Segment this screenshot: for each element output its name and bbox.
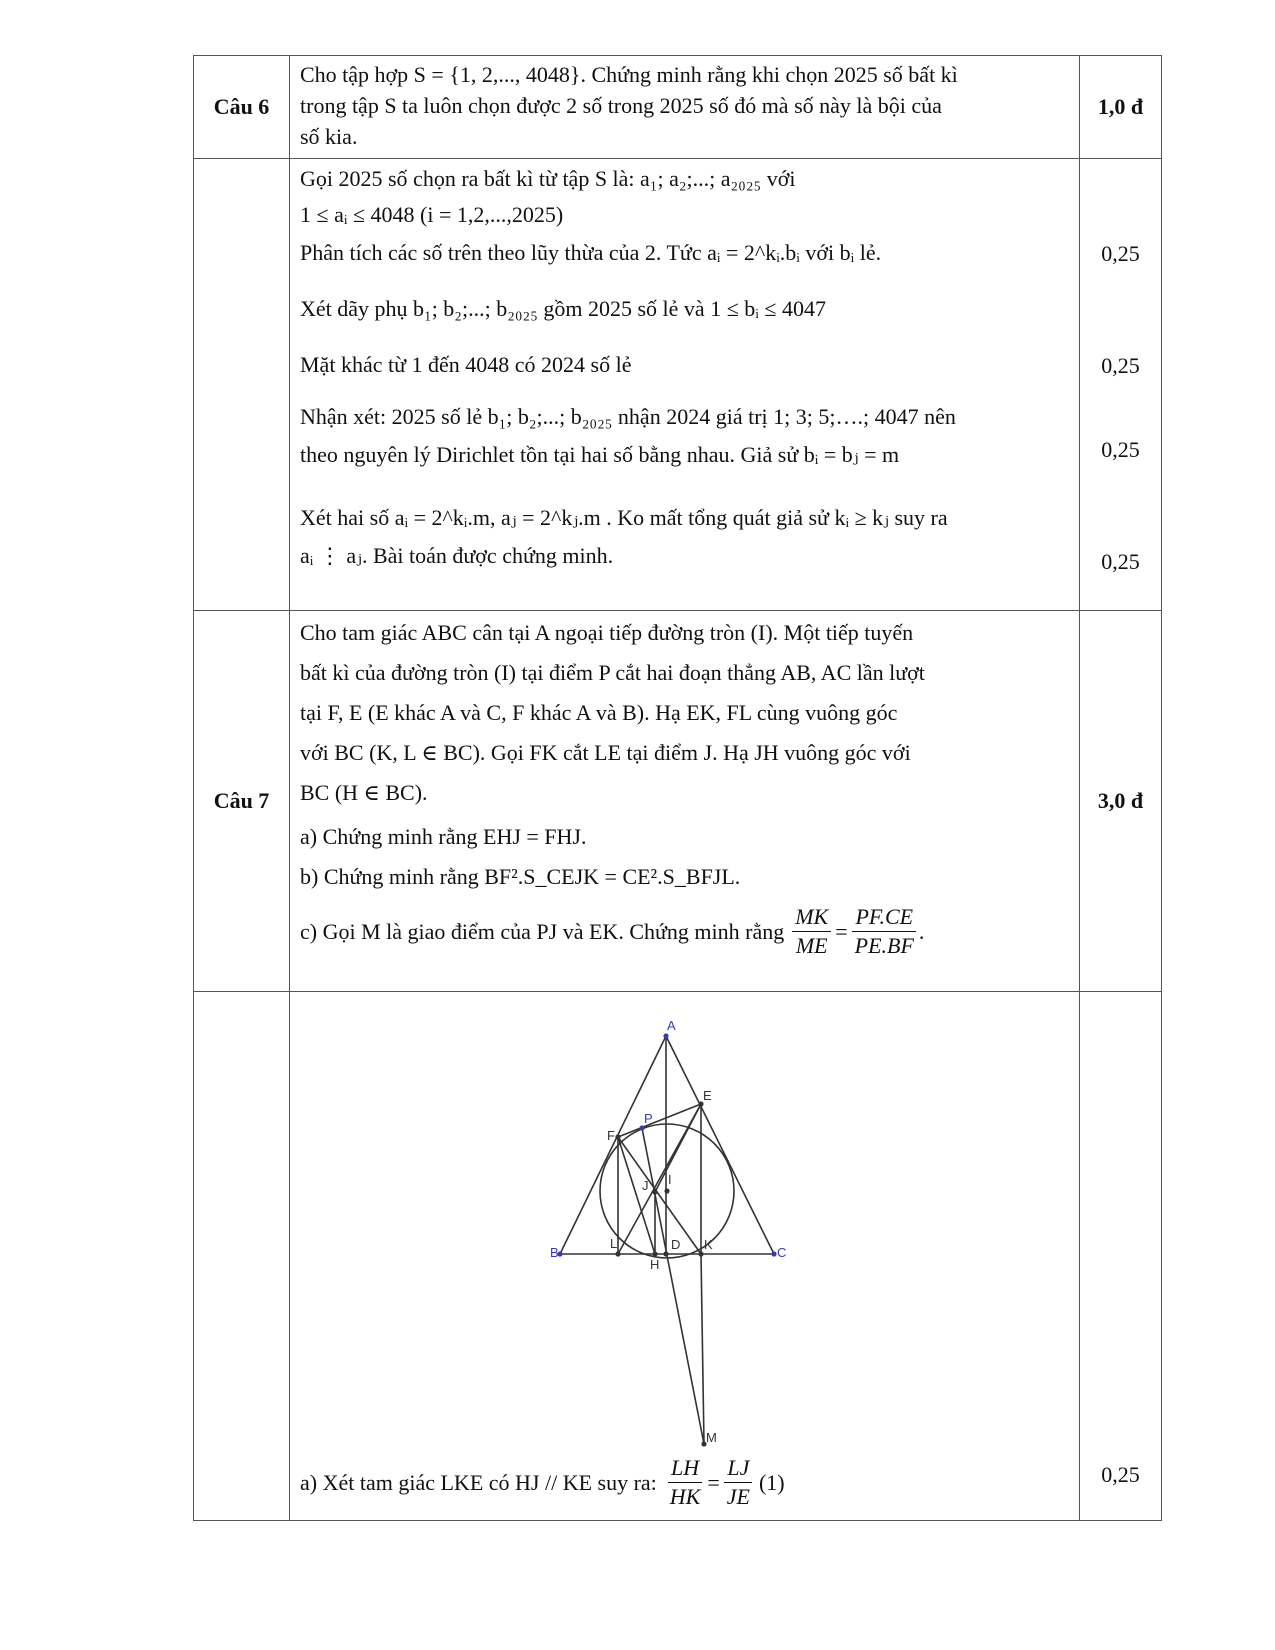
label-f: F xyxy=(607,1128,615,1143)
label-a: A xyxy=(667,1018,676,1033)
denominator: JE xyxy=(726,1484,750,1509)
q6-statement-line: số kia. xyxy=(300,124,358,149)
q7-statement-row xyxy=(194,611,1162,992)
label-k: K xyxy=(704,1237,713,1252)
point-l xyxy=(615,1251,620,1256)
point-j xyxy=(652,1189,657,1194)
label-c: C xyxy=(777,1245,787,1260)
score: 0,25 xyxy=(1101,353,1140,378)
point-f xyxy=(615,1134,620,1139)
fraction-pf-pe xyxy=(852,903,917,960)
point-c xyxy=(771,1251,776,1256)
q7-solution-a xyxy=(300,1454,785,1511)
label-b: B xyxy=(550,1245,559,1260)
score: 0,25 xyxy=(1101,549,1140,574)
score: 0,25 xyxy=(1101,437,1140,462)
score: 0,25 xyxy=(1101,241,1140,266)
geometry-figure xyxy=(290,992,1040,1462)
q7-points: 3,0 đ xyxy=(1080,611,1162,992)
q7-solution-a-text: a) Xét tam giác LKE có HJ // KE suy ra: xyxy=(300,1469,657,1495)
q6-points: 1,0 đ xyxy=(1080,56,1162,159)
q7-statement-line: bất kì của đường tròn (I) tại điểm P cắt hai đoạn thẳng AB, AC lần lượt xyxy=(300,660,925,685)
label-h: H xyxy=(650,1257,660,1272)
label-j: J xyxy=(642,1178,649,1193)
q7-statement-line: với BC (K, L ∈ BC). Gọi FK cắt LE tại điểm J. Hạ JH vuông góc với xyxy=(300,740,911,765)
q6-scores xyxy=(1080,159,1162,611)
fraction-lj-je xyxy=(724,1454,753,1511)
label-d: D xyxy=(671,1237,681,1252)
q6-statement xyxy=(290,56,1080,159)
q6-statement-line: trong tập S ta luôn chọn được 2 số trong 2025 số đó mà số này là bội của xyxy=(300,93,942,118)
q6-solution-line: aᵢ ⋮ aⱼ. Bài toán được chứng minh. xyxy=(300,543,614,568)
q6-solution-line: 1 ≤ aᵢ ≤ 4048 (i = 1,2,...,2025) xyxy=(300,202,564,227)
q7-label: Câu 7 xyxy=(194,611,290,992)
equals-sign: = xyxy=(835,918,848,944)
q6-statement-row xyxy=(194,56,1162,159)
point-k xyxy=(698,1251,703,1256)
fraction-lh-hk xyxy=(667,1454,704,1511)
q7-scores xyxy=(1080,992,1162,1521)
denominator: PE.BF xyxy=(854,933,914,958)
q7-statement xyxy=(290,611,1080,992)
segment-fh xyxy=(618,1137,655,1254)
q7-statement-line: Cho tam giác ABC cân tại A ngoại tiếp đường tròn (I). Một tiếp tuyến xyxy=(300,620,914,645)
numerator: MK xyxy=(792,903,831,932)
equals-sign: = xyxy=(707,1469,720,1495)
numerator: PF.CE xyxy=(852,903,916,932)
q6-solution-line: Xét hai số aᵢ = 2^kᵢ.m, aⱼ = 2^kⱼ.m . Ko mất tổng quát giả sử kᵢ ≥ kⱼ suy ra xyxy=(300,505,948,530)
segment-fk xyxy=(618,1137,701,1254)
label-i: I xyxy=(668,1172,672,1187)
denominator: ME xyxy=(795,933,828,958)
q6-solution xyxy=(290,159,1080,611)
segment-pm xyxy=(642,1128,704,1444)
triangle-sides-ab-ac xyxy=(560,1036,774,1254)
numerator: LJ xyxy=(724,1454,752,1483)
q7-solution-row xyxy=(194,992,1162,1521)
q6-solution-line: Xét dãy phụ b₁; b₂;...; b₂₀₂₅ gồm 2025 số lẻ và 1 ≤ bᵢ ≤ 4047 xyxy=(300,296,826,321)
segment-je xyxy=(655,1104,701,1192)
point-i xyxy=(664,1188,669,1193)
point-h xyxy=(652,1251,657,1256)
numerator: LH xyxy=(668,1454,702,1483)
q7-part-c xyxy=(300,903,1069,960)
label-m: M xyxy=(706,1430,717,1445)
q7-statement-line: tại F, E (E khác A và C, F khác A và B). Hạ EK, FL cùng vuông góc xyxy=(300,700,898,725)
q6-solution-line: theo nguyên lý Dirichlet tồn tại hai số bằng nhau. Giả sử bᵢ = bⱼ = m xyxy=(300,442,900,467)
q7-statement-line: BC (H ∈ BC). xyxy=(300,780,428,805)
label-e: E xyxy=(703,1088,712,1103)
q7-part-c-text: c) Gọi M là giao điểm của PJ và EK. Chứng minh rằng xyxy=(300,918,785,944)
point-d xyxy=(663,1251,668,1256)
q6-label: Câu 6 xyxy=(194,56,290,159)
score: 0,25 xyxy=(1101,1462,1140,1487)
q6-empty-cell xyxy=(194,159,290,611)
q6-solution-row xyxy=(194,159,1162,611)
q7-figure-cell xyxy=(290,992,1080,1521)
label-l: L xyxy=(610,1236,618,1251)
q7-part-b: b) Chứng minh rằng BF².S_CEJK = CE².S_BFJL. xyxy=(300,864,741,889)
q7-empty-cell xyxy=(194,992,290,1521)
equation-tag: (1) xyxy=(758,1469,785,1495)
segment-km xyxy=(701,1254,704,1444)
q6-solution-line: Nhận xét: 2025 số lẻ b₁; b₂;...; b₂₀₂₅ nhận 2024 giá trị 1; 3; 5;….; 4047 nên xyxy=(300,404,956,429)
fraction-mk-me xyxy=(792,903,831,960)
point-p xyxy=(639,1125,644,1130)
period: . xyxy=(918,918,925,944)
q6-solution-line: Phân tích các số trên theo lũy thừa của 2. Tức aᵢ = 2^kᵢ.bᵢ với bᵢ lẻ. xyxy=(300,240,882,265)
q7-part-a: a) Chứng minh rằng EHJ = FHJ. xyxy=(300,824,587,849)
denominator: HK xyxy=(669,1484,701,1509)
answer-table xyxy=(193,55,1162,1521)
label-p: P xyxy=(644,1111,653,1126)
q6-solution-line: Mặt khác từ 1 đến 4048 có 2024 số lẻ xyxy=(300,352,632,377)
point-a xyxy=(663,1033,668,1038)
q6-solution-line: Gọi 2025 số chọn ra bất kì từ tập S là: a₁; a₂;...; a₂₀₂₅ với xyxy=(300,166,796,191)
q6-statement-line: Cho tập hợp S = {1, 2,..., 4048}. Chứng minh rằng khi chọn 2025 số bất kì xyxy=(300,62,958,87)
